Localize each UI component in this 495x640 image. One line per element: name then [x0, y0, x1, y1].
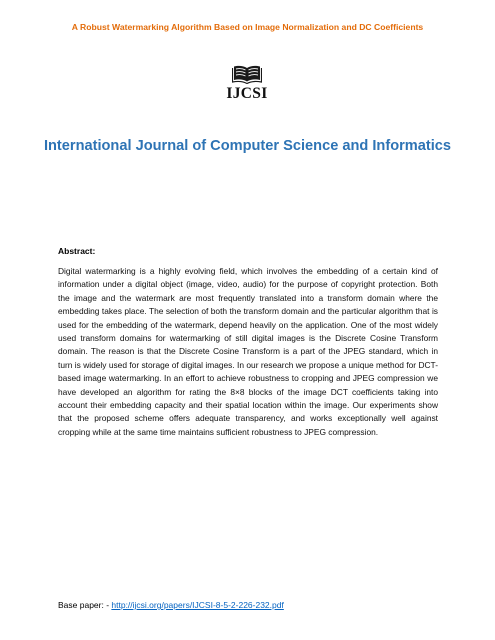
footer-base-paper	[58, 600, 284, 610]
abstract-body: Digital watermarking is a highly evolving field, which involves the embedding of a certain kind of information under a digital object (image, video, audio) for the purpose of copyright protection. Both the image and the watermark are most frequently translated into a transform domain where the embedding takes place. The selection of both the transform domain and the particular algorithm that is used for the embedding of the watermark, depend heavily on the application. One of the most widely used transform domains for watermarking of still digital images is the Discrete Cosine Transform domain. The reason is that the Discrete Cosine Transform is a part of the JPEG standard, which in turn is widely used for storage of digital images. In our research we propose a unique method for DCT-based image watermarking. In an effort to achieve robustness to cropping and JPEG compression we have developed an algorithm for rating the 8×8 blocks of the image DCT coefficients taking into account their embedding capacity and their spatial location within the image. Our experiments show that the proposed scheme offers adequate transparency, and works exceptionally well against cropping while at the same time maintains sufficient robustness to JPEG compression.	[58, 266, 438, 437]
abstract-heading: Abstract:	[58, 246, 96, 256]
journal-logo	[221, 62, 273, 104]
footer-label: Base paper: -	[58, 600, 112, 610]
logo-text: IJCSI	[226, 85, 268, 102]
open-book-icon	[232, 64, 262, 84]
running-header-title: A Robust Watermarking Algorithm Based on Image Normalization and DC Coefficients	[71, 22, 424, 32]
journal-title: International Journal of Computer Science and Informatics	[43, 138, 452, 154]
base-paper-link[interactable]: http://ijcsi.org/papers/IJCSI-8-5-2-226-232.pdf	[111, 600, 284, 610]
